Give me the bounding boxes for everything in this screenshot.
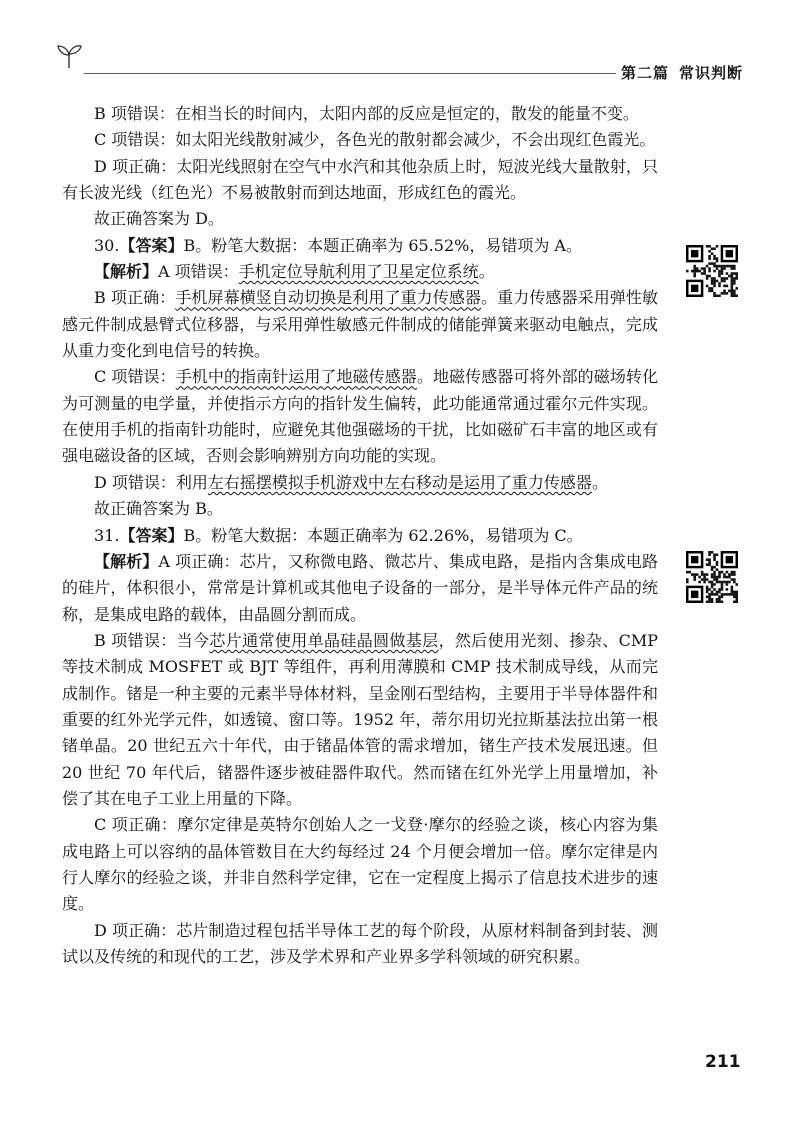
paragraph-p9 <box>62 470 658 496</box>
text-segment: 故正确答案为 D。 <box>94 209 224 229</box>
text-segment: 。地磁传感器可将外部的磁场转化为可测量的电学量，并使指示方向的指针发生偏转，此功能通常通过霍尔元件实现。在使用手机的指南针功能时，应避免其他强磁场的干扰，比如磁矿石丰富的地区或有强电磁设备的区域，否则会影响辨别方向功能的实现。 <box>62 367 658 466</box>
text-segment: 。重力传感器采用弹性敏感元件制成悬臂式位移器，与采用弹性敏感元件制成的储能弹簧来驱动电触点，完成从重力变化到电信号的转换。 <box>62 288 658 361</box>
text-segment: C 项错误： <box>94 367 176 387</box>
text-segment: A 项错误： <box>158 262 239 282</box>
paragraph-p12 <box>62 549 658 628</box>
text-segment: D 项正确：太阳光线照射在空气中水汽和其他杂质上时，短波光线大量散射，只有长波光线（红色光）不易被散射而到达地面，形成红色的霞光。 <box>62 156 658 203</box>
text-segment: B 项正确： <box>94 288 176 308</box>
underlined-key-phrase: 左右摇摆模拟手机游戏中左右移动是运用了重力传感器 <box>207 472 592 492</box>
bracket-label: 【答案】 <box>119 235 184 255</box>
text-segment: 。 <box>478 262 495 282</box>
bracket-label: 【答案】 <box>119 525 184 545</box>
paragraph-p7 <box>62 285 658 364</box>
text-segment: 故正确答案为 B。 <box>94 499 223 519</box>
page-body <box>62 101 658 970</box>
text-segment: ，然后使用光刻、掺杂、CMP 等技术制成 MOSFET 或 BJT 等组件，再利用薄膜和 CMP 技术制成导线，从而完成制作。锗是一种主要的元素半导体材料，呈金刚石型结构，主要用于半导体器件和重要的红外光学元件，如透镜、窗口等。1952 年，蒂尔用切光拉斯基法拉出第一根锗单晶。20 世纪五六十年代，由于锗晶体管的需求增加，锗生产技术发展迅速。但 20 世纪 70 年代后，锗器件逐步被硅器件取代。然而锗在红外光学上用量增加，补偿了其在电子工业上用量的下降。 <box>62 630 658 808</box>
paragraph-p15 <box>62 918 658 971</box>
text-segment: D 项正确：芯片制造过程包括半导体工艺的每个阶段，从原材料制备到封装、测试以及传统的和现代的工艺，涉及学术界和产业界多学科领域的研究积累。 <box>62 920 658 966</box>
text-segment: B。粉笔大数据：本题正确率为 62.26%，易错项为 C。 <box>183 525 583 545</box>
paragraph-p5 <box>62 233 658 259</box>
underlined-key-phrase: 手机定位导航利用了卫星定位系统 <box>238 262 479 282</box>
bracket-label: 【解析】 <box>94 262 159 282</box>
header-section: 第二篇 <box>621 64 670 82</box>
qr-code-q30 <box>686 245 738 297</box>
text-segment: A 项正确：芯片，又称微电路、微芯片、集成电路，是指内含集成电路的硅片，体积很小，常常是计算机或其他电子设备的一部分，是半导体元件产品的统称，是集成电路的载体，由晶圆分割而成。 <box>62 551 658 624</box>
underlined-key-phrase: 芯片通常使用单晶硅晶圆做基层 <box>209 630 439 650</box>
paragraph-p13 <box>62 628 658 812</box>
header-topic: 常识判断 <box>679 64 744 82</box>
text-segment: B 项错误：当今 <box>94 630 210 650</box>
page-header <box>0 0 800 90</box>
underlined-key-phrase: 手机屏幕横竖自动切换是利用了重力传感器 <box>175 288 482 308</box>
paragraph-p8 <box>62 364 658 469</box>
text-segment: 31. <box>94 525 120 545</box>
bracket-label: 【解析】 <box>94 551 159 571</box>
text-segment: 30. <box>94 235 120 255</box>
paragraph-p10 <box>62 496 658 522</box>
paragraph-p1 <box>62 101 658 127</box>
header-rule <box>84 73 616 74</box>
underlined-key-phrase: 手机中的指南针运用了地磁传感器 <box>175 367 417 387</box>
text-segment: B。粉笔大数据：本题正确率为 65.52%，易错项为 A。 <box>183 235 582 255</box>
paragraph-p6 <box>62 259 658 285</box>
text-segment: B 项错误：在相当长的时间内，太阳内部的反应是恒定的，散发的能量不变。 <box>94 104 639 123</box>
qr-code-q31 <box>686 551 738 603</box>
paragraph-p4 <box>62 206 658 232</box>
paragraph-p2 <box>62 127 658 153</box>
qr-code-icon <box>686 551 738 603</box>
text-segment: C 项正确：摩尔定律是英特尔创始人之一戈登·摩尔的经验之谈，核心内容为集成电路上可以容纳的晶体管数目在大约每经过 24 个月便会增加一倍。摩尔定律是内行人摩尔的经验之谈，并非自然科学定律，它在一定程度上揭示了信息技术进步的速度。 <box>62 815 658 914</box>
text-segment: C 项错误：如太阳光线散射减少，各色光的散射都会减少，不会出现红色霞光。 <box>94 130 656 150</box>
paragraph-p3 <box>62 154 658 207</box>
page-number: 211 <box>705 1052 741 1072</box>
paragraph-p11 <box>62 523 658 549</box>
qr-code-icon <box>686 245 738 297</box>
header-title <box>621 62 751 83</box>
paragraph-p14 <box>62 812 658 917</box>
sprout-icon <box>54 40 84 70</box>
text-segment: 。 <box>591 472 608 492</box>
text-segment: D 项错误：利用 <box>94 472 208 492</box>
